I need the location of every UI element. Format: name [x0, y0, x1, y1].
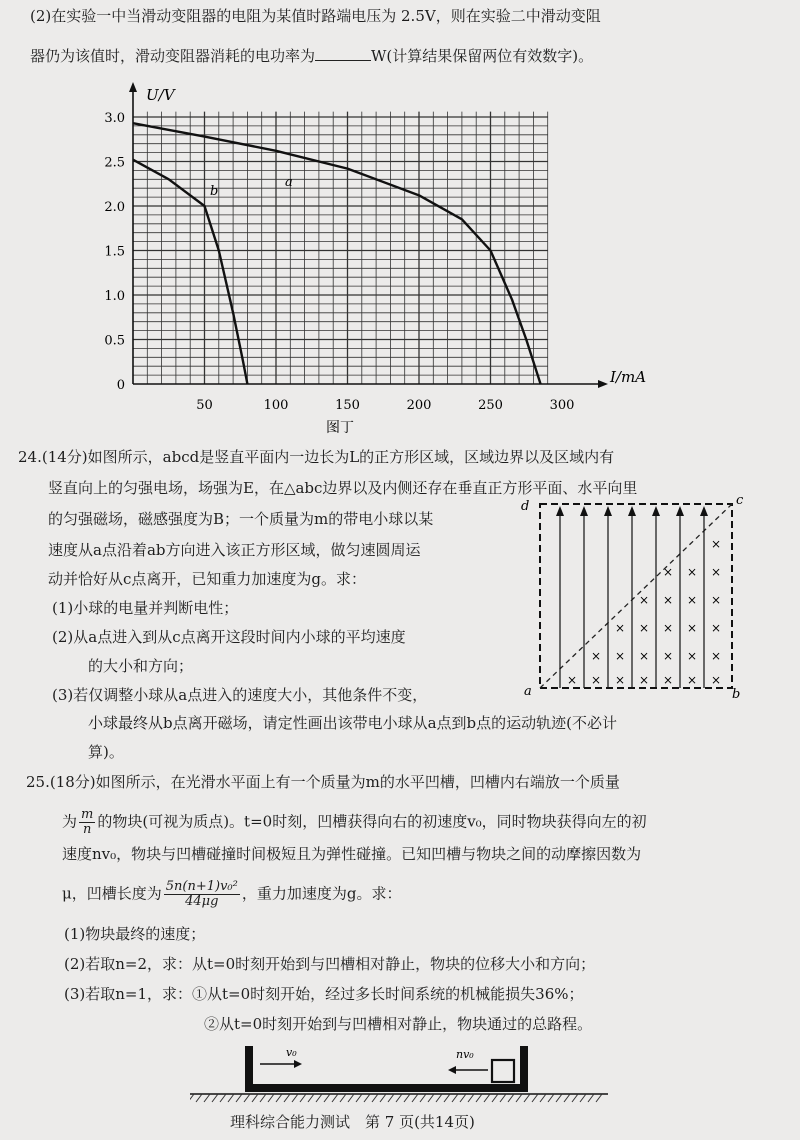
hatch-mark: [420, 1094, 426, 1102]
hatch-mark: [364, 1094, 370, 1102]
y-tick-label: 2.0: [104, 200, 125, 215]
hatch-mark: [532, 1094, 538, 1102]
hatch-mark: [428, 1094, 434, 1102]
hatch-mark: [388, 1094, 394, 1102]
b-field-cross: ×: [662, 649, 674, 663]
x-tick-label: 200: [406, 398, 432, 413]
q25-sub3b: ②从t=0时刻开始到与凹槽相对静止，物块通过的总路程。: [204, 1015, 593, 1033]
hatch-mark: [444, 1094, 450, 1102]
q25-sub3a: (3)若取n=1，求：①从t=0时刻开始，经过多长时间系统的机械能损失36%；: [64, 985, 584, 1003]
graph-axes: [129, 82, 608, 388]
mass-fraction: [79, 808, 95, 837]
q24-field-figure: [518, 492, 748, 702]
y-axis-label: U/V: [146, 86, 175, 104]
ui-graph: [90, 78, 670, 438]
hatch-mark: [196, 1094, 202, 1102]
q25-line2-b: 的物块(可视为质点)。t=0时刻，凹槽获得向右的初速度v₀，同时物块获得向左的初: [97, 812, 647, 831]
graph-caption: 图丁: [326, 420, 354, 436]
q24-line5: 动并恰好从c点离开，已知重力加速度为g。求：: [48, 570, 367, 588]
point-d-label: d: [521, 499, 530, 514]
length-fraction: [164, 880, 240, 909]
q25-line3: 速度nv₀，物块与凹槽碰撞时间极短且为弹性碰撞。已知凹槽与物块之间的动摩擦因数为: [62, 845, 642, 863]
y-axis-arrow: [129, 82, 137, 92]
x-axis-label: I/mA: [610, 368, 647, 386]
hatch-mark: [548, 1094, 554, 1102]
hatch-mark: [404, 1094, 410, 1102]
hatch-mark: [436, 1094, 442, 1102]
x-tick-label: 50: [196, 398, 213, 413]
q24-line2: 竖直向上的匀强电场，场强为E，在△abc边界以及内侧还存在垂直正方形平面、水平向里: [48, 479, 638, 497]
x-tick-label: 100: [263, 398, 289, 413]
hatch-mark: [212, 1094, 218, 1102]
q23-2-line2-a: 器仍为该值时，滑动变阻器消耗的电功率为: [30, 47, 316, 65]
q25-line4-b: ，重力加速度为g。求：: [241, 884, 402, 903]
x-tick-label: 250: [478, 398, 503, 413]
b-field-cross: ×: [638, 621, 650, 635]
b-field-cross: ×: [662, 565, 674, 579]
hatch-mark: [556, 1094, 562, 1102]
hatch-mark: [348, 1094, 354, 1102]
hatch-mark: [396, 1094, 402, 1102]
hatch-mark: [524, 1094, 530, 1102]
length-fraction-num: 5n(n+1)v₀²: [165, 879, 238, 894]
block: [492, 1060, 514, 1082]
e-field-arrowhead: [652, 506, 660, 516]
q25-line4: [62, 880, 401, 909]
hatch-mark: [260, 1094, 266, 1102]
hatch-mark: [516, 1094, 522, 1102]
hatch-mark: [372, 1094, 378, 1102]
graph-grid: [133, 112, 548, 384]
b-field-cross: ×: [710, 621, 722, 635]
b-field-cross: ×: [686, 593, 698, 607]
hatch-mark: [292, 1094, 298, 1102]
b-field-cross: ×: [614, 673, 626, 687]
answer-blank: [315, 46, 371, 61]
b-field-cross: ×: [710, 537, 722, 551]
hatch-mark: [596, 1094, 602, 1102]
hatch-mark: [580, 1094, 586, 1102]
curve-b-label: b: [210, 184, 219, 199]
hatch-mark: [252, 1094, 258, 1102]
hatch-mark: [340, 1094, 346, 1102]
b-field-cross: ×: [686, 673, 698, 687]
hatch-mark: [484, 1094, 490, 1102]
q25-line2-a: 为: [62, 812, 78, 831]
b-field-cross: ×: [686, 621, 698, 635]
e-field-arrowhead: [580, 506, 588, 516]
b-field-cross: ×: [638, 649, 650, 663]
q24-sub3a: (3)若仅调整小球从a点进入的速度大小，其他条件不变，: [52, 686, 428, 704]
q25-groove-figure: [190, 1040, 610, 1110]
hatch-mark: [236, 1094, 242, 1102]
y-tick-label: 1.0: [104, 289, 125, 304]
x-tick-label: 300: [549, 398, 575, 413]
hatch-mark: [380, 1094, 386, 1102]
q25-sub1: (1)物块最终的速度；: [64, 925, 206, 943]
e-field-arrowhead: [604, 506, 612, 516]
q23-2-line2-b: W(计算结果保留两位有效数字)。: [371, 47, 594, 65]
mass-fraction-num: m: [81, 807, 94, 822]
x-tick-label: 150: [335, 398, 360, 413]
mass-fraction-den: n: [82, 822, 92, 837]
q24-sub1: (1)小球的电量并判断电性；: [52, 599, 239, 617]
hatch-mark: [492, 1094, 498, 1102]
v0-arrowhead: [294, 1060, 302, 1068]
nv0-label: nv₀: [456, 1048, 474, 1061]
hatch-mark: [452, 1094, 458, 1102]
hatch-mark: [300, 1094, 306, 1102]
b-field-cross: ×: [614, 649, 626, 663]
b-field-cross: ×: [638, 673, 650, 687]
b-field-cross: ×: [686, 565, 698, 579]
b-field-cross: ×: [710, 565, 722, 579]
b-field-cross: ×: [662, 621, 674, 635]
q24-line1: 24.(14分)如图所示，abcd是竖直平面内一边长为L的正方形区域，区域边界以及区域内有: [18, 448, 615, 466]
curve-a-label: a: [285, 175, 293, 190]
hatch-mark: [500, 1094, 506, 1102]
field-crosses: [567, 537, 721, 687]
hatch-mark: [308, 1094, 314, 1102]
graph-labels: [104, 111, 574, 413]
page-footer: 理科综合能力测试 第 7 页(共14页): [230, 1113, 475, 1131]
y-tick-label: 2.5: [104, 155, 125, 171]
b-field-cross: ×: [662, 593, 674, 607]
b-field-cross: ×: [710, 593, 722, 607]
b-field-cross: ×: [614, 621, 626, 635]
hatch-mark: [220, 1094, 226, 1102]
b-field-cross: ×: [710, 673, 722, 687]
q23-2-line2: [30, 46, 593, 66]
b-field-cross: ×: [638, 593, 650, 607]
hatch-mark: [190, 1094, 194, 1102]
hatch-mark: [276, 1094, 282, 1102]
hatch-mark: [588, 1094, 594, 1102]
q25-line4-a: μ，凹槽长度为: [62, 884, 162, 903]
e-field-arrowhead: [628, 506, 636, 516]
diagonal-ac: [540, 504, 732, 688]
y-tick-label: 3.0: [104, 111, 125, 126]
q24-sub3c: 算)。: [88, 743, 124, 761]
q25-line2: [62, 808, 647, 837]
point-b-label: b: [732, 687, 741, 702]
b-field-cross: ×: [710, 649, 722, 663]
q24-sub2b: 的大小和方向；: [88, 657, 194, 675]
hatch-mark: [468, 1094, 474, 1102]
y-tick-label: 0.5: [104, 333, 125, 349]
y-tick-label: 0: [116, 378, 125, 393]
graph-curves: [133, 123, 541, 384]
length-fraction-den: 44μg: [185, 894, 219, 909]
b-field-cross: ×: [566, 673, 578, 687]
hatch-mark: [540, 1094, 546, 1102]
hatch-mark: [332, 1094, 338, 1102]
point-a-label: a: [524, 684, 532, 699]
q25-line1: 25.(18分)如图所示，在光滑水平面上有一个质量为m的水平凹槽，凹槽内右端放一个质量: [26, 773, 620, 791]
hatch-mark: [412, 1094, 418, 1102]
hatch-mark: [204, 1094, 210, 1102]
hatch-mark: [476, 1094, 482, 1102]
q25-sub2: (2)若取n=2，求：从t=0时刻开始到与凹槽相对静止，物块的位移大小和方向；: [64, 955, 596, 973]
y-tick-label: 1.5: [104, 244, 125, 260]
hatch-mark: [316, 1094, 322, 1102]
point-c-label: c: [736, 493, 744, 508]
curve-a: [133, 123, 541, 384]
x-axis-arrow: [598, 380, 608, 388]
q24-line3: 的匀强磁场，磁感强度为B；一个质量为m的带电小球以某: [48, 510, 434, 528]
e-field-arrowhead: [700, 506, 708, 516]
hatch-mark: [284, 1094, 290, 1102]
hatch-mark: [460, 1094, 466, 1102]
b-field-cross: ×: [686, 649, 698, 663]
b-field-cross: ×: [590, 673, 602, 687]
e-field-arrowhead: [676, 506, 684, 516]
v0-label: v₀: [286, 1046, 297, 1059]
hatch-mark: [324, 1094, 330, 1102]
field-lines: [556, 506, 708, 688]
hatch-mark: [228, 1094, 234, 1102]
hatch-mark: [508, 1094, 514, 1102]
q24-line4: 速度从a点沿着ab方向进入该正方形区域，做匀速圆周运: [48, 541, 421, 559]
q24-sub2a: (2)从a点进入到从c点离开这段时间内小球的平均速度: [52, 628, 406, 646]
b-field-cross: ×: [590, 649, 602, 663]
hatch-mark: [356, 1094, 362, 1102]
q24-sub3b: 小球最终从b点离开磁场，请定性画出该带电小球从a点到b点的运动轨迹(不必计: [88, 714, 618, 732]
hatch-mark: [564, 1094, 570, 1102]
ground-hatch: [190, 1094, 602, 1102]
nv0-arrowhead: [448, 1066, 456, 1074]
q23-2-line1: (2)在实验一中当滑动变阻器的电阻为某值时路端电压为 2.5V，则在实验二中滑动变阻: [30, 7, 601, 25]
hatch-mark: [268, 1094, 274, 1102]
b-field-cross: ×: [662, 673, 674, 687]
e-field-arrowhead: [556, 506, 564, 516]
hatch-mark: [572, 1094, 578, 1102]
hatch-mark: [244, 1094, 250, 1102]
